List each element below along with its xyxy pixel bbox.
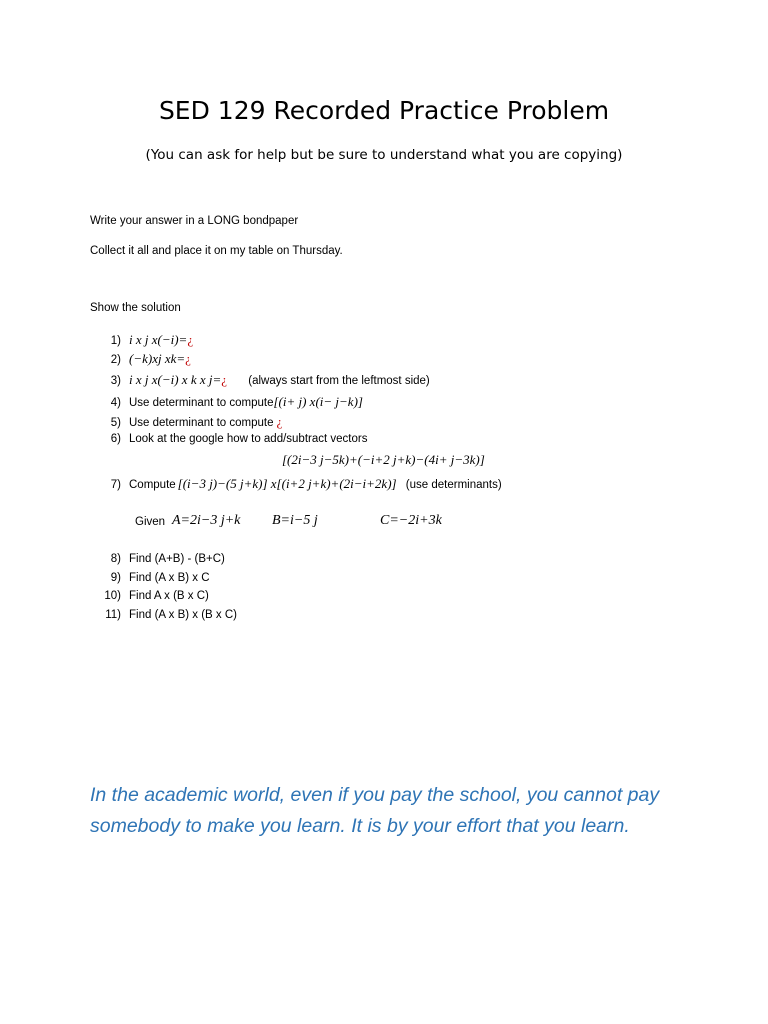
instruction-collect: Collect it all and place it on my table on Thursday. [90,245,343,257]
problem-1 [95,332,193,348]
page-subtitle: (You can ask for help but be sure to understand what you are copying) [145,147,623,163]
problem-number: 7) [110,479,121,491]
problem-text: Find (A+B) - (B+C) [129,553,225,565]
problem-number: 1) [110,335,121,347]
problem-3 [95,372,430,388]
problem-text: Find (A x B) x C [129,572,210,584]
inverted-question-mark: ¿ [221,372,228,387]
problem-note: (always start from the leftmost side) [248,375,430,387]
problem-number: 5) [110,417,121,429]
motivational-quote: In the academic world, even if you pay the school, you cannot pay somebody to make you learn. It is by your effort that you learn. [90,784,660,837]
problem-5 [95,414,282,430]
problem-number: 8) [110,553,121,565]
problem-text: Compute [129,479,176,491]
page-title: SED 129 Recorded Practice Problem [158,96,610,125]
given-label: Given [135,516,166,528]
problem-2 [95,351,191,367]
problem-9 [95,572,210,584]
problem-10 [95,590,209,602]
inverted-question-mark: ¿ [276,414,283,429]
problem-number: 4) [110,397,121,409]
problem-expression: [(i−3 j)−(5 j+k)] x[(i+2 j+k)+(2i−i+2k)] [177,476,397,491]
problem-expression: (−k)xj xk= [129,351,186,366]
given-vector-c: C=−2i+3k [380,513,442,528]
problem-expression: [(i+ j) x(i− j−k)] [273,394,363,409]
problem-note: (use determinants) [405,479,502,491]
problem-number: 11) [105,609,121,621]
problem-text: Use determinant to compute [129,397,274,409]
problem-number: 2) [110,354,121,366]
problem-8 [95,553,225,565]
given-vector-a: A=2i−3 j+k [172,513,241,528]
instruction-show-solution: Show the solution [90,302,181,314]
problem-text: Look at the google how to add/subtract vectors [129,433,368,445]
problem-text: Use determinant to compute [129,417,274,429]
problem-number: 10) [104,590,121,602]
instruction-bondpaper: Write your answer in a LONG bondpaper [90,215,299,227]
problem-text: Find A x (B x C) [129,590,209,602]
problem-expression: i x j x(−i) x k x j= [129,372,222,387]
given-vector-b: B=i−5 j [272,513,318,528]
problem-text: Find (A x B) x (B x C) [129,609,237,621]
problem-7 [95,476,502,492]
problem-number: 3) [110,375,121,387]
problem-expression: i x j x(−i)= [129,332,188,347]
problem-number: 9) [110,572,121,584]
inverted-question-mark: ¿ [187,332,194,347]
inverted-question-mark: ¿ [185,351,191,366]
problem-6 [95,433,367,445]
vector-expression: [(2i−3 j−5k)+(−i+2 j+k)−(4i+ j−3k)] [282,452,485,467]
problem-11 [95,609,237,621]
problem-number: 6) [110,433,121,445]
problem-4 [95,394,363,410]
